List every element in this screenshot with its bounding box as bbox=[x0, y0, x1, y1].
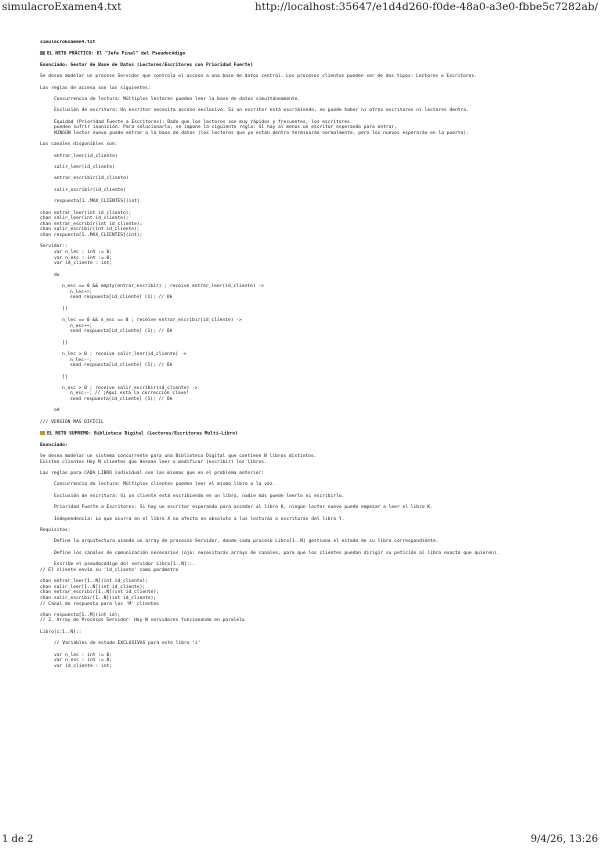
print-header bbox=[0, 0, 600, 14]
print-datetime: 9/4/26, 13:26 bbox=[530, 834, 598, 845]
line-text: Existen clientes Hay N clientes que desean leer o modificar (escribir) los libros. bbox=[40, 459, 267, 465]
line-text: n_lec--; bbox=[70, 357, 93, 363]
line-text: Requisitos: bbox=[40, 527, 71, 533]
line-text: Enunciado: Gestor de Base de Datos (Lectores/Escritores con Prioridad Fuerte) bbox=[40, 62, 253, 68]
line-text: send respuesta[id_cliente] (1); // Ok bbox=[70, 363, 173, 369]
line-text: n_esc == 0 && empty(entrar_escribir) ; receive entrar_leer(id_cliente) -> bbox=[62, 283, 264, 289]
line-text: [] bbox=[62, 374, 68, 380]
page-number: 1 de 2 bbox=[2, 834, 34, 845]
line-text: Enunciado: bbox=[40, 442, 68, 448]
line-text: chan salir_leer[1..N](int id_cliente); bbox=[40, 584, 146, 590]
line-text: Escribe el pseudocódigo del servidor Libro[1..N]::. bbox=[54, 562, 196, 568]
line-text: [] bbox=[62, 340, 68, 346]
line-text: send respuesta[id_cliente] (1); // Ok bbox=[70, 295, 173, 301]
line-text: pueden sufrir inanición. Para solucionarlo, se impone la siguiente regla: Si hay al menos un escritor esperando para entrar, bbox=[54, 125, 397, 131]
line-text: Concurrencia de lectura: Múltiples lectores pueden leer la base de datos simultáneamente. bbox=[54, 96, 301, 102]
line-text: Se desea modelar un proceso Servidor que controla el acceso a una base de datos central. Los procesos clientes pueden ser de dos tipos: Lectores o Escritores. bbox=[40, 74, 477, 80]
line-text: n_lec++; bbox=[70, 289, 93, 295]
line-text: do bbox=[54, 272, 60, 278]
line-text: n_esc--; // ¡Aquí está la corrección clave! bbox=[70, 391, 189, 397]
print-footer bbox=[0, 834, 600, 848]
line-text: n_lec > 0 ; receive salir_leer(id_cliente) -> bbox=[62, 351, 187, 357]
line-text: Las reglas para CADA LIBRO individual son las mismas que en el problema anterior: bbox=[40, 471, 265, 477]
line-text: chan entrar_leer[1..N](int id_cliente); bbox=[40, 579, 148, 585]
line-text: chan entrar_escribir(int id_cliente); bbox=[40, 221, 143, 227]
line-text: Define los canales de comunicación necesarios (ojo: necesitarás arrays de canales, para que los clientes puedan dirigir su petición al libro exacto que quieren). bbox=[54, 550, 500, 556]
line-text: Concurrencia de lectura: Múltiples clientes pueden leer el mismo libro a la vez. bbox=[54, 482, 276, 488]
line-text: Exclusión de escritura: Un escritor necesita acceso exclusivo. Si un escritor está escribiendo, no puede haber ni otros escritores ni lectores dentro. bbox=[54, 108, 469, 114]
line-text: var n_esc : int := 0; bbox=[54, 658, 113, 664]
line-text: Equidad (Prioridad Fuerte a Escritores): Dado que los lectores son muy rápidos y frecuentes, los escritores bbox=[54, 119, 350, 125]
line-text: [] bbox=[62, 306, 68, 312]
line-text: // El cliente envía su 'id_cliente' como parámetro bbox=[40, 567, 179, 573]
line-text: chan respuesta[1..MAX_CLIENTES](int); bbox=[40, 233, 143, 239]
line-text: // Canal de respuesta para los 'M' clientes bbox=[40, 601, 159, 607]
line-text: n_esc > 0 ; receive salir_escribir(id_cliente) -> bbox=[62, 385, 198, 391]
line-text: Prioridad Fuerte a Escritores: Si hay un escritor esperando para acceder al libro K, ningún lector nuevo puede empezar a leer el libro K. bbox=[54, 505, 433, 511]
document-line bbox=[40, 664, 585, 670]
line-text: entrar_escribir(id_cliente) bbox=[54, 176, 129, 182]
line-text: /// VERSIÓN MÁS DIFÍCIL bbox=[40, 419, 104, 425]
line-text: respuesta[1..MAX_CLIENTES](int) bbox=[54, 199, 140, 205]
line-text: Libro[i:1..N]:: bbox=[40, 629, 82, 635]
line-text: simulacroExamen4.txt bbox=[40, 40, 96, 45]
line-text: salir_leer(id_cliente) bbox=[54, 165, 115, 171]
line-text: chan entrar_escribir[1..N](int id_cliente); bbox=[40, 590, 159, 596]
line-text: var n_esc : int := 0; bbox=[54, 255, 113, 261]
line-text: NINGÚN lector nuevo puede entrar a la base de datos (los lectores que ya están dentro terminarán normalmente, pero los nuevos esperarán en la puerta). bbox=[54, 130, 469, 136]
line-text: // Variables de estado EXCLUSIVAS para este libro 'i' bbox=[54, 641, 201, 647]
line-text: var n_lec : int := 0; bbox=[54, 652, 113, 658]
line-text: // 2. Array de Procesos Servidor: Hay N servidores funcionando en paralelo bbox=[40, 618, 245, 624]
line-text: n_lec == 0 && n_esc == 0 ; receive entrar_escribir(id_cliente) -> bbox=[62, 317, 242, 323]
line-text: Define la arquitectura usando un array de procesos Servidor, donde cada proceso Libro[1..N] gestiona el estado de su libro correspondiente. bbox=[54, 539, 439, 545]
line-text: chan salir_leer(int id_cliente); bbox=[40, 216, 129, 222]
line-text: od bbox=[54, 408, 60, 414]
line-text: send respuesta[id_cliente] (1); // Ok bbox=[70, 397, 173, 403]
computer-icon bbox=[40, 51, 45, 55]
line-text: Se desea modelar un sistema concurrente para una Biblioteca Digital que contiene N libros distintos. bbox=[40, 454, 317, 460]
line-text: chan salir_escribir(int id_cliente); bbox=[40, 227, 140, 233]
document-url: http://localhost:35647/e1d4d260-f0de-48a0-a3e0-fbbe5c7282ab/ bbox=[254, 1, 598, 13]
line-text: chan respuesta[1..M](int id); bbox=[40, 612, 121, 618]
document-body bbox=[40, 40, 585, 830]
line-text: chan entrar_leer(int id_cliente); bbox=[40, 210, 132, 216]
line-text: var id_cliente : int; bbox=[54, 663, 113, 669]
line-text: Independencia: Lo que ocurra en el libro X no afecta en absoluto a las lecturas o escrituras del libro Y. bbox=[54, 516, 345, 522]
line-text: entrar_leer(id_cliente) bbox=[54, 153, 118, 159]
line-text: var n_lec : int := 0; bbox=[54, 250, 113, 256]
line-text: var id_cliente : int; bbox=[54, 261, 113, 267]
line-text: EL RETO SUPREMO: Biblioteca Digital (Lectores/Escritores Multi-Libro) bbox=[47, 431, 238, 437]
memo-icon bbox=[40, 431, 45, 435]
line-text: Los canales disponibles son: bbox=[40, 142, 118, 148]
line-text: EL RETO PRÁCTICO: El "Jefe Final" del Pseudocódigo bbox=[47, 51, 186, 57]
document-title: simulacroExamen4.txt bbox=[2, 1, 122, 13]
line-text: salir_escribir(id_cliente) bbox=[54, 187, 126, 193]
line-text: chan salir_escribir[1..N](int id_cliente); bbox=[40, 595, 157, 601]
line-text: Servidor:: bbox=[40, 244, 68, 250]
line-text: Las reglas de acceso son las siguientes: bbox=[40, 85, 151, 91]
line-text: send respuesta[id_cliente] (1); // Ok bbox=[70, 329, 173, 335]
line-text: Exclusión de escritura: Si un cliente está escribiendo en un libro, nadie más puede leerlo ni escribirlo. bbox=[54, 493, 345, 499]
line-text: n_esc++; bbox=[70, 323, 93, 329]
